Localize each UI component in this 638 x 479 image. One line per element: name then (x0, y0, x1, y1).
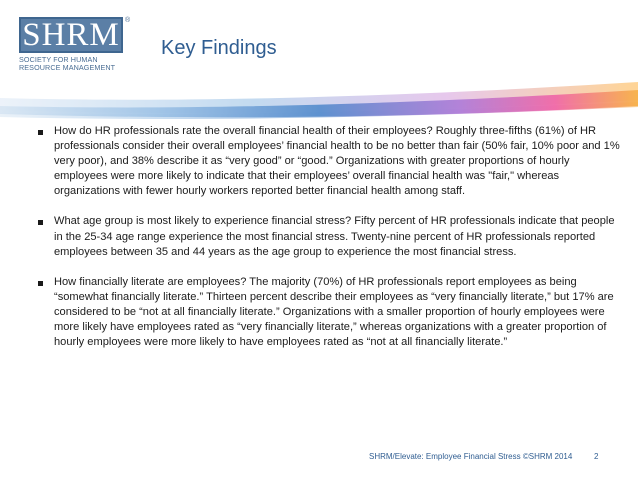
registered-mark: ® (125, 17, 131, 24)
shrm-logo (19, 16, 131, 87)
findings-list (37, 124, 622, 365)
bullet-marker (38, 281, 43, 286)
logo-subtitle (19, 56, 123, 73)
slide-title: Key Findings (161, 37, 277, 59)
finding-text: What age group is most likely to experience financial stress? Fifty percent of HR professionals indicate that people in the 25-34 age range experience the most financial stress. Twenty-nine percent of HR professionals reported employees between 35 and 44 years as the age group to experience the most financial stress. (54, 215, 615, 258)
logo-letters: SHRM (22, 16, 120, 53)
finding-bullet (37, 214, 622, 259)
finding-text: How do HR professionals rate the overall financial health of their employees? Roughly three-fifths (61%) of HR professionals consider their overall employees’ financial health to be no better than fair (50% fair, 10% poor and 1% very poor), and 38% describe it as “very good” or “good.” Organizations with greater proportions of hourly employees were more likely to indicate that their employees’ overall financial health was "fair," whereas organizations with fewer hourly workers reported better financial health among staff. (54, 125, 620, 198)
bullet-marker (38, 220, 43, 225)
footer-text: SHRM/Elevate: Employee Financial Stress ©SHRM 2014 (369, 452, 573, 461)
finding-bullet (37, 124, 622, 199)
logo-subtitle-line-1: SOCIETY FOR HUMAN (19, 55, 98, 64)
bullet-marker (38, 130, 43, 135)
finding-bullet (37, 275, 622, 350)
finding-text: How financially literate are employees? The majority (70%) of HR professionals report employees as being “somewhat financially literate.” Thirteen percent describe their employees as “very financially literate,” but 17% are considered to be “not at all financially literate.” Organizations with a smaller proportion of hourly employees were more likely have employees rated as “very financially literate,” whereas organizations with a greater proportion of hourly employees were more likely to have employees rated as “not at all financially literate.” (54, 275, 614, 349)
page-number: 2 (594, 452, 599, 461)
logo-subtitle-line-2: RESOURCE MANAGEMENT (19, 63, 116, 73)
logo-box (19, 17, 123, 53)
